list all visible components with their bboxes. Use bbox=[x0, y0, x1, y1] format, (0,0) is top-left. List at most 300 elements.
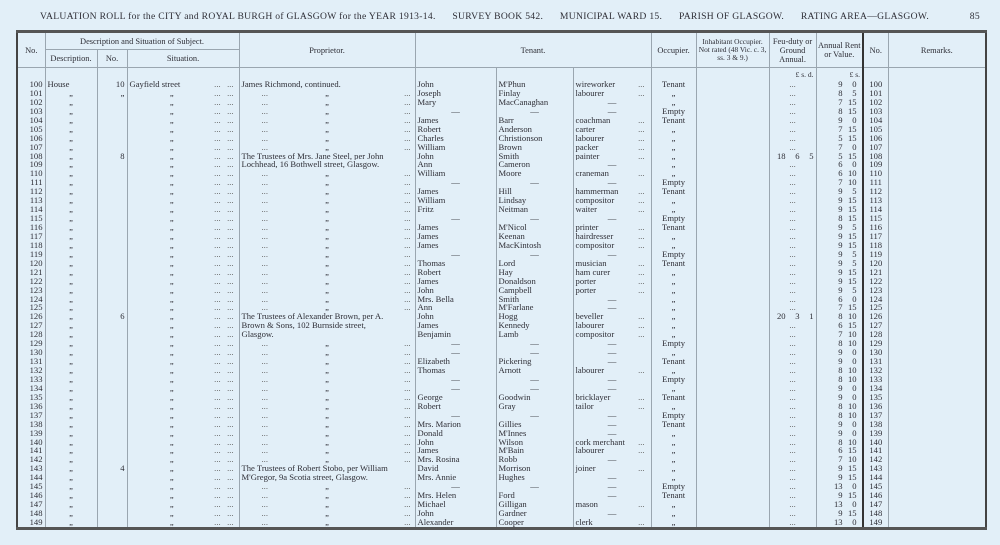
occupier: Tenant bbox=[651, 393, 696, 402]
inhabitant-occupier bbox=[696, 429, 769, 438]
remarks bbox=[888, 107, 986, 116]
situation: „ ... bbox=[127, 518, 239, 528]
remarks bbox=[888, 375, 986, 384]
rent-pounds: 9 bbox=[838, 392, 843, 402]
tenant-occupation: mason ... bbox=[573, 500, 651, 509]
table-row bbox=[17, 491, 986, 500]
tenant-surname: Hay bbox=[496, 268, 573, 277]
situation: „ ... bbox=[127, 357, 239, 366]
row-number-right: 117 bbox=[863, 232, 888, 241]
proprietor: ... „ ... bbox=[239, 268, 415, 277]
row-number-right: 121 bbox=[863, 268, 888, 277]
row-number: 141 bbox=[17, 446, 45, 455]
row-number: 124 bbox=[17, 295, 45, 304]
feu-duty bbox=[769, 125, 816, 134]
tenant-occupation: porter ... bbox=[573, 277, 651, 286]
annual-rent bbox=[816, 143, 863, 152]
description: „ bbox=[45, 196, 97, 205]
annual-rent bbox=[816, 295, 863, 304]
tenant-occupation: hairdresser ... bbox=[573, 232, 651, 241]
table-row bbox=[17, 214, 986, 223]
tenant-first-name: Ann bbox=[415, 303, 496, 312]
annual-rent bbox=[816, 223, 863, 232]
inhabitant-occupier bbox=[696, 446, 769, 455]
rent-shillings: 0 bbox=[852, 357, 857, 366]
row-number: 111 bbox=[17, 178, 45, 187]
description: „ bbox=[45, 420, 97, 429]
tenant-first-name: Robert bbox=[415, 268, 496, 277]
feu-empty: ... bbox=[789, 187, 796, 197]
row-number: 146 bbox=[17, 491, 45, 500]
situation: „ ... bbox=[127, 339, 239, 348]
remarks bbox=[888, 366, 986, 375]
table-row bbox=[17, 107, 986, 116]
col-feu: Feu-duty or Ground Annual. bbox=[769, 32, 816, 68]
tenant-first-name: James bbox=[415, 446, 496, 455]
annual-rent bbox=[816, 241, 863, 250]
table-row bbox=[17, 286, 986, 295]
house-number bbox=[97, 232, 127, 241]
feu-empty: ... bbox=[789, 482, 796, 492]
row-number-right: 132 bbox=[863, 366, 888, 375]
feu-empty: ... bbox=[789, 500, 796, 509]
proprietor: ... „ ... bbox=[239, 169, 415, 178]
inhabitant-occupier bbox=[696, 223, 769, 232]
occupier: „ bbox=[651, 455, 696, 464]
tenant-first-name: — bbox=[415, 411, 496, 420]
occupier: Tenant bbox=[651, 491, 696, 500]
col-remarks: Remarks. bbox=[888, 32, 986, 68]
description: „ bbox=[45, 357, 97, 366]
inhabitant-occupier bbox=[696, 402, 769, 411]
row-number-right: 126 bbox=[863, 312, 888, 321]
tenant-first-name: Mrs. Rosina bbox=[415, 455, 496, 464]
proprietor: ... „ ... bbox=[239, 509, 415, 518]
rent-pounds: 8 bbox=[838, 339, 843, 349]
row-number: 133 bbox=[17, 375, 45, 384]
feu-duty bbox=[769, 420, 816, 429]
table-row bbox=[17, 429, 986, 438]
remarks bbox=[888, 187, 986, 196]
feu-empty: ... bbox=[789, 509, 796, 518]
rent-pounds: 9 bbox=[838, 348, 843, 358]
tenant-surname: Hughes bbox=[496, 473, 573, 482]
tenant-first-name: David bbox=[415, 464, 496, 473]
annual-rent bbox=[816, 473, 863, 482]
row-number-right: 123 bbox=[863, 286, 888, 295]
proprietor: ... „ ... bbox=[239, 259, 415, 268]
occupier: Tenant bbox=[651, 187, 696, 196]
col-tenant: Tenant. bbox=[415, 32, 651, 68]
tenant-occupation: porter ... bbox=[573, 286, 651, 295]
tenant-first-name: — bbox=[415, 107, 496, 116]
tenant-surname: Pickering bbox=[496, 357, 573, 366]
feu-duty bbox=[769, 438, 816, 447]
inhabitant-occupier bbox=[696, 411, 769, 420]
col-proprietor: Proprietor. bbox=[239, 32, 415, 68]
description: „ bbox=[45, 89, 97, 98]
rent-shillings: 15 bbox=[847, 509, 857, 518]
remarks bbox=[888, 429, 986, 438]
description: „ bbox=[45, 446, 97, 455]
rent-pounds: 7 bbox=[838, 124, 843, 134]
occupier: „ bbox=[651, 500, 696, 509]
table-row bbox=[17, 518, 986, 528]
description: „ bbox=[45, 98, 97, 107]
annual-rent bbox=[816, 330, 863, 339]
tenant-occupation: printer ... bbox=[573, 223, 651, 232]
remarks bbox=[888, 348, 986, 357]
situation: „ ... bbox=[127, 312, 239, 321]
feu-duty bbox=[769, 446, 816, 455]
col-inhabitant: Inhabitant Occupier. Not rated (48 Vic. c. 3, ss. 3 & 9.) bbox=[696, 32, 769, 68]
tenant-first-name: Fritz bbox=[415, 205, 496, 214]
inhabitant-occupier bbox=[696, 107, 769, 116]
feu-duty bbox=[769, 187, 816, 196]
row-number-right: 142 bbox=[863, 455, 888, 464]
tenant-occupation: labourer ... bbox=[573, 366, 651, 375]
house-number bbox=[97, 116, 127, 125]
table-row bbox=[17, 420, 986, 429]
tenant-occupation: tailor ... bbox=[573, 402, 651, 411]
inhabitant-occupier bbox=[696, 348, 769, 357]
row-number: 136 bbox=[17, 402, 45, 411]
tenant-first-name: John bbox=[415, 152, 496, 161]
col-rent: Annual Rent or Value. bbox=[816, 32, 863, 68]
feu-duty bbox=[769, 482, 816, 491]
proprietor: Lochhead, 16 Bothwell street, Glasgow. bbox=[239, 160, 415, 169]
rent-shillings: 15 bbox=[847, 133, 857, 143]
annual-rent bbox=[816, 232, 863, 241]
tenant-first-name: Donald bbox=[415, 429, 496, 438]
house-number bbox=[97, 366, 127, 375]
rent-pounds: 7 bbox=[838, 178, 843, 188]
remarks bbox=[888, 277, 986, 286]
tenant-surname: Barr bbox=[496, 116, 573, 125]
rent-pounds: 9 bbox=[838, 464, 843, 474]
tenant-surname: M'Nicol bbox=[496, 223, 573, 232]
house-number bbox=[97, 143, 127, 152]
rent-shillings: 0 bbox=[852, 392, 857, 402]
row-number: 120 bbox=[17, 259, 45, 268]
tenant-first-name: — bbox=[415, 348, 496, 357]
occupier: „ bbox=[651, 473, 696, 482]
feu-empty: ... bbox=[789, 437, 796, 447]
occupier: „ bbox=[651, 169, 696, 178]
tenant-first-name: James bbox=[415, 232, 496, 241]
house-number bbox=[97, 187, 127, 196]
row-number-right: 104 bbox=[863, 116, 888, 125]
occupier: „ bbox=[651, 312, 696, 321]
table-row bbox=[17, 482, 986, 491]
proprietor: ... „ ... bbox=[239, 214, 415, 223]
inhabitant-occupier bbox=[696, 259, 769, 268]
tenant-occupation: — bbox=[573, 348, 651, 357]
rent-pounds: 9 bbox=[838, 285, 843, 295]
proprietor: James Richmond, continued. bbox=[239, 80, 415, 89]
situation: „ ... bbox=[127, 491, 239, 500]
row-number-right: 113 bbox=[863, 196, 888, 205]
proprietor: ... „ ... bbox=[239, 482, 415, 491]
feu-duty bbox=[769, 98, 816, 107]
tenant-first-name: — bbox=[415, 384, 496, 393]
tenant-first-name: Benjamin bbox=[415, 330, 496, 339]
row-number: 149 bbox=[17, 518, 45, 528]
inhabitant-occupier bbox=[696, 473, 769, 482]
occupier: Empty bbox=[651, 482, 696, 491]
annual-rent bbox=[816, 125, 863, 134]
rent-pounds: 8 bbox=[838, 410, 843, 420]
remarks bbox=[888, 241, 986, 250]
row-number-right: 141 bbox=[863, 446, 888, 455]
annual-rent bbox=[816, 393, 863, 402]
table-row bbox=[17, 98, 986, 107]
table-row bbox=[17, 438, 986, 447]
remarks bbox=[888, 80, 986, 89]
description: „ bbox=[45, 491, 97, 500]
row-number-right: 110 bbox=[863, 169, 888, 178]
feu-duty bbox=[769, 464, 816, 473]
remarks bbox=[888, 98, 986, 107]
rent-shillings: 0 bbox=[852, 142, 857, 152]
situation: „ ... bbox=[127, 187, 239, 196]
row-number-right: 112 bbox=[863, 187, 888, 196]
rent-shillings: 10 bbox=[847, 374, 857, 384]
description: „ bbox=[45, 116, 97, 125]
feu-s: 3 bbox=[795, 312, 800, 322]
rent-shillings: 0 bbox=[852, 500, 857, 509]
proprietor: ... „ ... bbox=[239, 241, 415, 250]
description: „ bbox=[45, 303, 97, 312]
description: „ bbox=[45, 178, 97, 187]
title-ward: MUNICIPAL WARD 15. bbox=[559, 11, 663, 22]
row-number-right: 120 bbox=[863, 259, 888, 268]
description: „ bbox=[45, 518, 97, 528]
row-number-right: 111 bbox=[863, 178, 888, 187]
description: „ bbox=[45, 125, 97, 134]
table-row bbox=[17, 277, 986, 286]
tenant-first-name: — bbox=[415, 375, 496, 384]
occupier: Tenant bbox=[651, 357, 696, 366]
feu-duty bbox=[769, 250, 816, 259]
tenant-occupation: labourer ... bbox=[573, 446, 651, 455]
house-number bbox=[97, 429, 127, 438]
tenant-first-name: Elizabeth bbox=[415, 357, 496, 366]
rent-shillings: 0 bbox=[852, 482, 857, 492]
feu-empty: ... bbox=[789, 366, 796, 375]
feu-duty bbox=[769, 348, 816, 357]
feu-empty: ... bbox=[789, 339, 796, 349]
feu-duty bbox=[769, 330, 816, 339]
tenant-first-name: John bbox=[415, 286, 496, 295]
rent-shillings: 10 bbox=[847, 312, 857, 322]
house-number bbox=[97, 169, 127, 178]
feu-duty bbox=[769, 116, 816, 125]
description: „ bbox=[45, 295, 97, 304]
table-row bbox=[17, 366, 986, 375]
proprietor: ... „ ... bbox=[239, 491, 415, 500]
tenant-surname: M'Innes bbox=[496, 429, 573, 438]
remarks bbox=[888, 393, 986, 402]
row-number: 142 bbox=[17, 455, 45, 464]
col-no2: No. bbox=[863, 32, 888, 68]
tenant-first-name: — bbox=[415, 339, 496, 348]
rent-pounds: 9 bbox=[838, 187, 843, 197]
row-number-right: 122 bbox=[863, 277, 888, 286]
table-row bbox=[17, 116, 986, 125]
rent-shillings: 5 bbox=[852, 249, 857, 259]
rent-pounds: 7 bbox=[838, 303, 843, 313]
tenant-first-name: — bbox=[415, 178, 496, 187]
house-number bbox=[97, 384, 127, 393]
annual-rent bbox=[816, 187, 863, 196]
inhabitant-occupier bbox=[696, 339, 769, 348]
feu-duty bbox=[769, 277, 816, 286]
situation: „ ... bbox=[127, 241, 239, 250]
proprietor: ... „ ... bbox=[239, 303, 415, 312]
row-number-right: 148 bbox=[863, 509, 888, 518]
feu-empty: ... bbox=[789, 276, 796, 286]
table-row bbox=[17, 321, 986, 330]
proprietor: ... „ ... bbox=[239, 107, 415, 116]
occupier: „ bbox=[651, 143, 696, 152]
house-number bbox=[97, 250, 127, 259]
feu-duty bbox=[769, 366, 816, 375]
row-number: 131 bbox=[17, 357, 45, 366]
annual-rent bbox=[816, 134, 863, 143]
remarks bbox=[888, 205, 986, 214]
feu-empty: ... bbox=[789, 133, 796, 143]
inhabitant-occupier bbox=[696, 205, 769, 214]
annual-rent bbox=[816, 268, 863, 277]
rent-pounds: 9 bbox=[838, 383, 843, 393]
table-row bbox=[17, 89, 986, 98]
feu-empty: ... bbox=[789, 285, 796, 295]
tenant-surname: Gray bbox=[496, 402, 573, 411]
row-number: 132 bbox=[17, 366, 45, 375]
rent-pounds: 6 bbox=[838, 446, 843, 456]
description: „ bbox=[45, 500, 97, 509]
situation: „ ... bbox=[127, 134, 239, 143]
tenant-occupation: labourer ... bbox=[573, 134, 651, 143]
description: „ bbox=[45, 241, 97, 250]
rent-shillings: 5 bbox=[852, 187, 857, 197]
valuation-table bbox=[16, 30, 987, 530]
table-row bbox=[17, 464, 986, 473]
remarks bbox=[888, 312, 986, 321]
proprietor: Glasgow. bbox=[239, 330, 415, 339]
description: „ bbox=[45, 455, 97, 464]
tenant-occupation: musician ... bbox=[573, 259, 651, 268]
row-number: 108 bbox=[17, 152, 45, 161]
feu-duty bbox=[769, 303, 816, 312]
tenant-first-name: William bbox=[415, 169, 496, 178]
feu-l: 18 bbox=[776, 151, 786, 161]
table-row bbox=[17, 357, 986, 366]
tenant-occupation: craneman ... bbox=[573, 169, 651, 178]
house-number: 4 bbox=[97, 464, 127, 473]
remarks bbox=[888, 473, 986, 482]
col-house-no: No. bbox=[97, 50, 127, 68]
inhabitant-occupier bbox=[696, 98, 769, 107]
feu-d: 1 bbox=[809, 312, 814, 322]
house-number bbox=[97, 446, 127, 455]
house-number bbox=[97, 491, 127, 500]
annual-rent bbox=[816, 286, 863, 295]
occupier: „ bbox=[651, 348, 696, 357]
row-number: 148 bbox=[17, 509, 45, 518]
tenant-first-name: Joseph bbox=[415, 89, 496, 98]
occupier: „ bbox=[651, 134, 696, 143]
rent-pounds: 8 bbox=[838, 312, 843, 322]
tenant-surname: Smith bbox=[496, 152, 573, 161]
tenant-first-name: John bbox=[415, 80, 496, 89]
row-number: 105 bbox=[17, 125, 45, 134]
row-number: 122 bbox=[17, 277, 45, 286]
row-number: 101 bbox=[17, 89, 45, 98]
tenant-surname: — bbox=[496, 384, 573, 393]
table-row bbox=[17, 393, 986, 402]
remarks bbox=[888, 268, 986, 277]
occupier: „ bbox=[651, 160, 696, 169]
rent-shillings: 15 bbox=[847, 240, 857, 250]
row-number-right: 149 bbox=[863, 518, 888, 528]
occupier: „ bbox=[651, 384, 696, 393]
inhabitant-occupier bbox=[696, 178, 769, 187]
rent-pounds: 9 bbox=[838, 276, 843, 286]
tenant-occupation: compositor ... bbox=[573, 196, 651, 205]
occupier: „ bbox=[651, 518, 696, 528]
inhabitant-occupier bbox=[696, 116, 769, 125]
tenant-surname: Goodwin bbox=[496, 393, 573, 402]
inhabitant-occupier bbox=[696, 420, 769, 429]
proprietor: ... „ ... bbox=[239, 375, 415, 384]
situation: „ ... bbox=[127, 303, 239, 312]
remarks bbox=[888, 330, 986, 339]
tenant-occupation: — bbox=[573, 429, 651, 438]
tenant-first-name: William bbox=[415, 196, 496, 205]
annual-rent bbox=[816, 366, 863, 375]
feu-duty bbox=[769, 241, 816, 250]
situation: „ ... bbox=[127, 152, 239, 161]
rent-pounds: 8 bbox=[838, 366, 843, 375]
feu-empty: ... bbox=[789, 419, 796, 429]
feu-empty: ... bbox=[789, 374, 796, 384]
tenant-occupation: — bbox=[573, 357, 651, 366]
occupier: „ bbox=[651, 303, 696, 312]
remarks bbox=[888, 303, 986, 312]
occupier: „ bbox=[651, 509, 696, 518]
row-number-right: 135 bbox=[863, 393, 888, 402]
rent-pounds: 8 bbox=[838, 106, 843, 116]
house-number bbox=[97, 295, 127, 304]
house-number bbox=[97, 330, 127, 339]
row-number-right: 116 bbox=[863, 223, 888, 232]
feu-empty: ... bbox=[789, 383, 796, 393]
annual-rent bbox=[816, 259, 863, 268]
occupier: „ bbox=[651, 321, 696, 330]
table-row bbox=[17, 232, 986, 241]
tenant-occupation: packer ... bbox=[573, 143, 651, 152]
inhabitant-occupier bbox=[696, 312, 769, 321]
feu-duty bbox=[769, 339, 816, 348]
annual-rent bbox=[816, 455, 863, 464]
rent-pounds: 8 bbox=[838, 88, 843, 98]
occupier: „ bbox=[651, 205, 696, 214]
rent-pounds: 9 bbox=[838, 428, 843, 438]
row-number: 139 bbox=[17, 429, 45, 438]
feu-duty bbox=[769, 491, 816, 500]
